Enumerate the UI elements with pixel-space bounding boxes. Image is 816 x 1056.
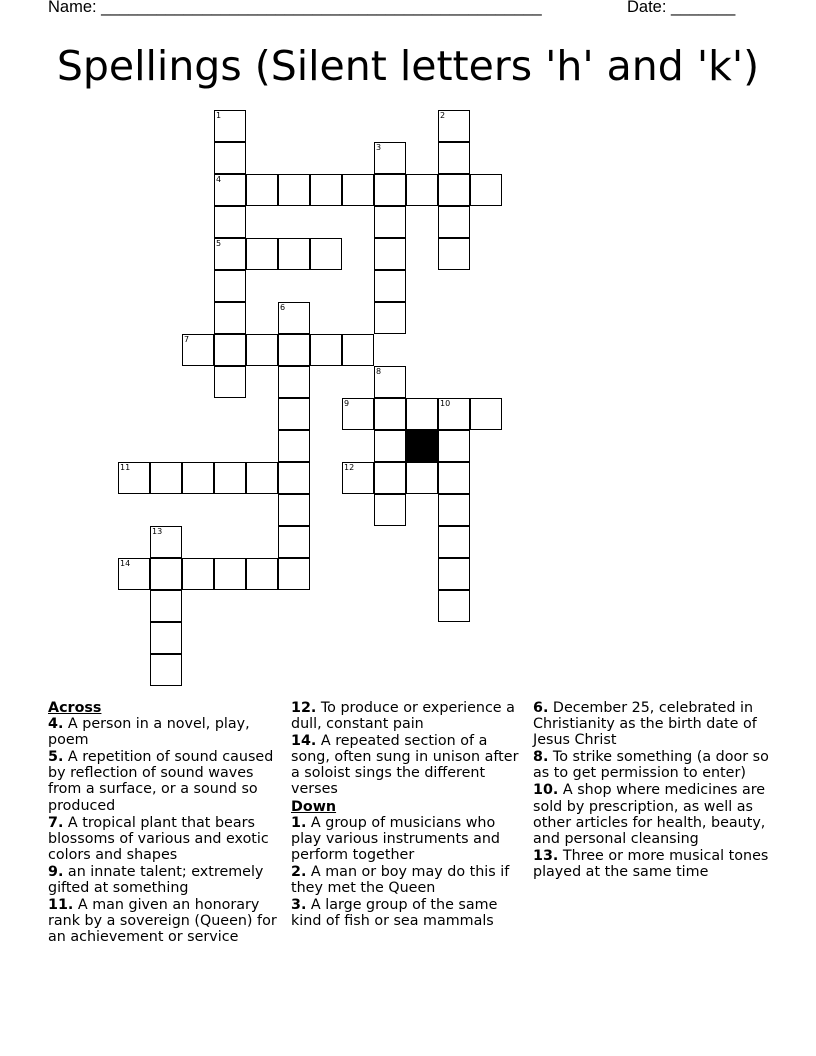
crossword-cell[interactable]: [438, 558, 470, 590]
clue-number: 14: [120, 559, 131, 568]
crossword-cell[interactable]: [278, 494, 310, 526]
crossword-cell[interactable]: [182, 462, 214, 494]
crossword-cell[interactable]: [278, 462, 310, 494]
crossword-cell[interactable]: [214, 558, 246, 590]
crossword-cell[interactable]: [438, 494, 470, 526]
clue-item: 8. To strike something (a door so as to get permission to enter): [533, 749, 769, 782]
clue-number: 13: [152, 527, 163, 536]
crossword-cell[interactable]: [278, 366, 310, 398]
down-clue-list-continued: [533, 700, 773, 880]
clue-item: 14. A repeated section of a song, often sung in unison after a soloist sings the different verses: [291, 733, 519, 798]
clue-number: 7: [184, 335, 190, 344]
crossword-cell[interactable]: [438, 526, 470, 558]
crossword-cell[interactable]: [214, 334, 246, 366]
clue-item-number: 5.: [48, 749, 64, 766]
crossword-cell[interactable]: [214, 142, 246, 174]
crossword-cell[interactable]: [214, 270, 246, 302]
crossword-cell[interactable]: [374, 494, 406, 526]
page-title: Spellings (Silent letters 'h' and 'k'): [56, 42, 760, 90]
clue-item-number: 2.: [291, 863, 307, 880]
crossword-cell[interactable]: [278, 526, 310, 558]
clue-item: 6. December 25, celebrated in Christianity as the birth date of Jesus Christ: [533, 700, 757, 749]
crossword-cell[interactable]: [182, 558, 214, 590]
crossword-cell[interactable]: [150, 590, 182, 622]
crossword-cell[interactable]: [182, 334, 214, 366]
crossword-cell[interactable]: [278, 174, 310, 206]
clue-item: 7. A tropical plant that bears blossoms of various and exotic colors and shapes: [48, 814, 269, 863]
crossword-cell[interactable]: [438, 462, 470, 494]
clue-item: 5. A repetition of sound caused by reflection of sound waves from a surface, or a sound so produced: [48, 749, 274, 814]
crossword-cell[interactable]: [150, 654, 182, 686]
crossword-cell[interactable]: [118, 462, 150, 494]
crossword-cell[interactable]: [374, 238, 406, 270]
crossword-cell[interactable]: [310, 238, 342, 270]
across-clue-list: [48, 716, 284, 945]
clue-number: 11: [120, 463, 131, 472]
clue-item-number: 1.: [291, 814, 307, 831]
clue-item: 12. To produce or experience a dull, constant pain: [291, 700, 515, 733]
crossword-cell[interactable]: [374, 142, 406, 174]
crossword-cell[interactable]: [214, 174, 246, 206]
across-heading: Across: [48, 700, 102, 716]
crossword-cell[interactable]: [374, 366, 406, 398]
clue-number: 2: [440, 111, 446, 120]
clue-item: 10. A shop where medicines are sold by prescription, as well as other articles for health, beauty, and personal cleansing: [533, 782, 766, 847]
clue-item-number: 3.: [291, 897, 307, 914]
crossword-cell[interactable]: [374, 462, 406, 494]
crossword-cell[interactable]: [278, 558, 310, 590]
clue-item: 1. A group of musicians who play various instruments and perform together: [291, 814, 500, 863]
clue-number: 1: [216, 111, 222, 120]
crossword-cell[interactable]: [214, 206, 246, 238]
crossword-cell[interactable]: [246, 174, 278, 206]
clue-item: 2. A man or boy may do this if they met the Queen: [291, 863, 510, 897]
crossword-cell[interactable]: [150, 526, 182, 558]
crossword-cell[interactable]: [406, 174, 438, 206]
clue-item: 13. Three or more musical tones played at the same time: [533, 847, 769, 880]
clue-number: 5: [216, 239, 222, 248]
clue-item: 4. A person in a novel, play, poem: [48, 716, 250, 749]
clue-item-number: 9.: [48, 863, 64, 880]
crossword-cell[interactable]: [278, 334, 310, 366]
crossword-cell[interactable]: [246, 238, 278, 270]
clue-item-number: 8.: [533, 749, 549, 766]
clue-item-number: 11.: [48, 897, 74, 914]
crossword-cell[interactable]: [310, 334, 342, 366]
crossword-cell[interactable]: [342, 462, 374, 494]
crossword-cell[interactable]: [374, 270, 406, 302]
crossword-cell[interactable]: [214, 238, 246, 270]
clue-item-number: 12.: [291, 700, 317, 716]
clue-number: 3: [376, 143, 382, 152]
crossword-cell[interactable]: [374, 174, 406, 206]
crossword-cell[interactable]: [406, 462, 438, 494]
clue-number: 6: [280, 303, 286, 312]
crossword-cell[interactable]: [470, 174, 502, 206]
clue-item-number: 6.: [533, 700, 549, 716]
clue-item: 9. an innate talent; extremely gifted at something: [48, 863, 264, 897]
crossword-cell[interactable]: [278, 398, 310, 430]
crossword-cell[interactable]: [278, 302, 310, 334]
name-field[interactable]: Name: ________________________________________________: [48, 0, 542, 16]
crossword-cell[interactable]: [150, 558, 182, 590]
clue-item: 3. A large group of the same kind of fish or sea mammals: [291, 897, 498, 930]
crossword-cell[interactable]: [150, 622, 182, 654]
crossword-cell[interactable]: [214, 462, 246, 494]
crossword-cell[interactable]: [438, 206, 470, 238]
crossword-cell[interactable]: [438, 238, 470, 270]
crossword-cell[interactable]: [278, 238, 310, 270]
clue-item-number: 7.: [48, 814, 64, 831]
clues-column-2: [291, 700, 527, 930]
crossword-cell[interactable]: [438, 174, 470, 206]
clue-number: 10: [440, 399, 451, 408]
crossword-cell[interactable]: [118, 558, 150, 590]
clue-item-number: 10.: [533, 782, 559, 799]
clue-item: 11. A man given an honorary rank by a sovereign (Queen) for an achievement or service: [48, 897, 277, 946]
clue-number: 12: [344, 463, 355, 472]
crossword-cell[interactable]: [374, 206, 406, 238]
across-clue-list-continued: [291, 700, 527, 798]
crossword-cell[interactable]: [438, 430, 470, 462]
crossword-cell[interactable]: [342, 174, 374, 206]
crossword-cell[interactable]: [246, 462, 278, 494]
crossword-cell[interactable]: [438, 590, 470, 622]
crossword-cell[interactable]: [246, 334, 278, 366]
crossword-cell[interactable]: [438, 398, 470, 430]
crossword-cell[interactable]: [438, 142, 470, 174]
clue-item-number: 14.: [291, 733, 317, 750]
crossword-cell[interactable]: [406, 398, 438, 430]
crossword-cell[interactable]: [278, 430, 310, 462]
clues-column-1: [48, 700, 284, 946]
clue-item-number: 13.: [533, 847, 559, 864]
crossword-cell[interactable]: [310, 174, 342, 206]
crossword-cell[interactable]: [438, 110, 470, 142]
down-heading: Down: [291, 798, 337, 815]
clues-column-3: [533, 700, 773, 881]
crossword-black-cell: [406, 430, 438, 462]
crossword-cell[interactable]: [374, 430, 406, 462]
date-field[interactable]: Date: _______: [627, 0, 736, 16]
crossword-cell[interactable]: [150, 462, 182, 494]
clue-number: 9: [344, 399, 350, 408]
crossword-cell[interactable]: [246, 558, 278, 590]
crossword-cell[interactable]: [214, 302, 246, 334]
crossword-cell[interactable]: [342, 398, 374, 430]
crossword-cell[interactable]: [214, 110, 246, 142]
clue-number: 8: [376, 367, 382, 376]
down-clue-list: [291, 815, 527, 930]
clue-item-number: 4.: [48, 716, 64, 733]
crossword-cell[interactable]: [470, 398, 502, 430]
crossword-cell[interactable]: [214, 366, 246, 398]
clue-number: 4: [216, 175, 222, 184]
crossword-cell[interactable]: [342, 334, 374, 366]
crossword-cell[interactable]: [374, 302, 406, 334]
crossword-cell[interactable]: [374, 398, 406, 430]
